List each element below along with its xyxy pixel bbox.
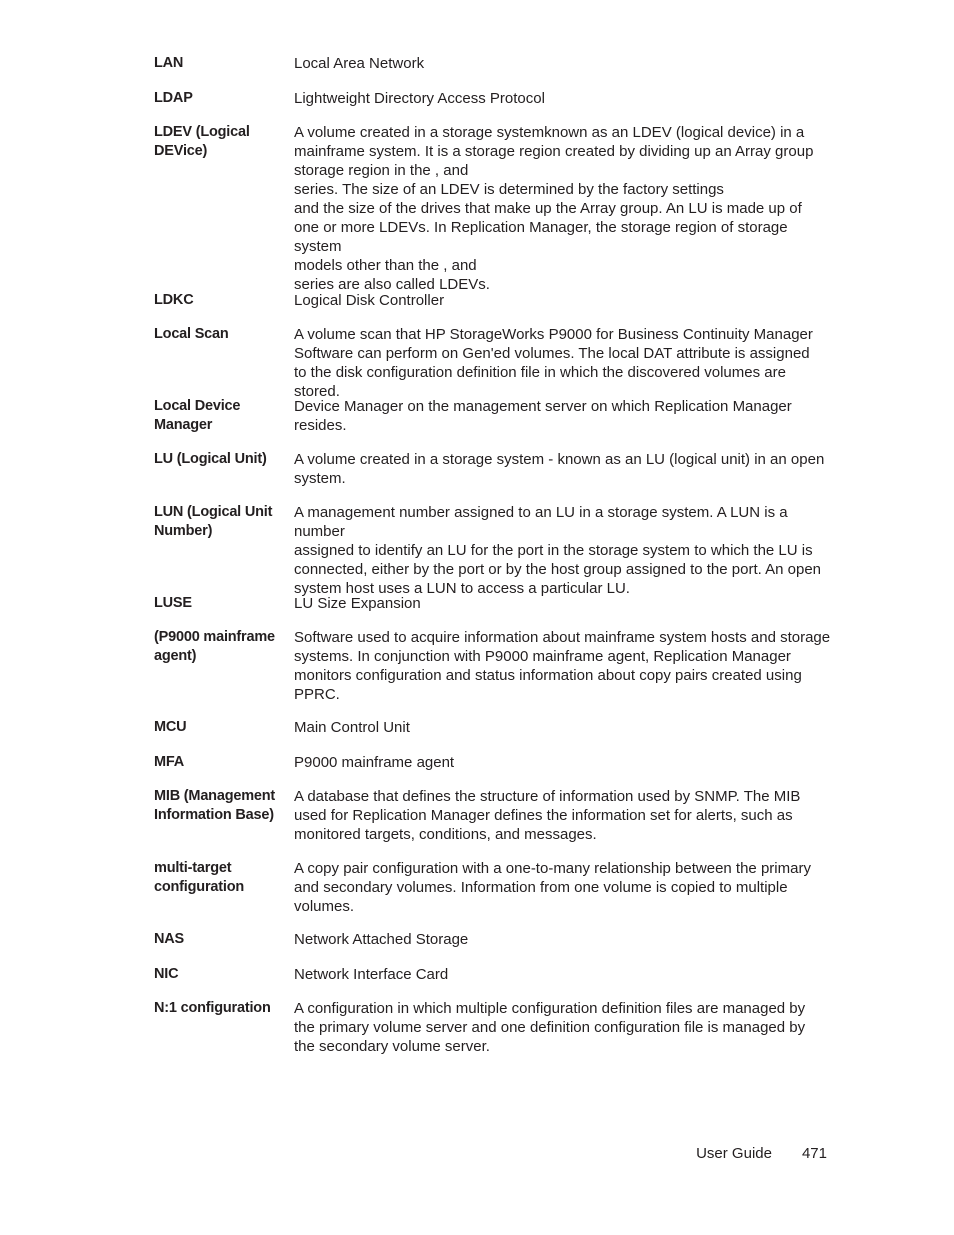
glossary-entry-luse <box>154 594 834 613</box>
glossary-definition: Lightweight Directory Access Protocol <box>294 90 545 107</box>
glossary-definition: LU Size Expansion <box>294 595 421 612</box>
glossary-term: Local Device Manager <box>154 398 241 433</box>
page-number: 471 <box>801 1145 827 1162</box>
glossary-entry-local-scan <box>154 325 834 401</box>
glossary-term: LUSE <box>154 595 192 611</box>
glossary-entry-p9000-mainframe-agent <box>154 628 834 704</box>
glossary-term: LU (Logical Unit) <box>154 451 267 467</box>
glossary-entry-mfa <box>154 753 834 772</box>
glossary-definition: A configuration in which multiple configuration definition files are managed by the primary volume server and one definition configuration file is managed by the secondary volume server. <box>294 1000 806 1055</box>
glossary-entry-mcu <box>154 718 834 737</box>
glossary-definition: Network Attached Storage <box>294 931 469 948</box>
glossary-definition: A volume created in a storage systemknown as an LDEV (logical device) in a mainframe system. It is a storage region created by dividing up an Array group storage region in the , and series. The size of an LDEV is determined by the factory settings and the size of the drives that make up the Array group. An LU is made up of one or more LDEVs. In Replication Manager, the storage region of storage system models other than the , and series are also called LDEVs. <box>294 124 814 293</box>
footer-guide-title: User Guide <box>696 1145 772 1162</box>
glossary-definition: A volume scan that HP StorageWorks P9000 for Business Continuity Manager Software can perform on Gen'ed volumes. The local DAT attribute is assigned to the disk configuration definition file in which the discovered volumes are stored. <box>294 326 813 400</box>
glossary-term: LDKC <box>154 292 194 308</box>
glossary-definition: Main Control Unit <box>294 719 410 736</box>
glossary-entry-multi-target <box>154 859 834 916</box>
glossary-term: MCU <box>154 719 187 735</box>
glossary-entry-nas <box>154 930 834 949</box>
glossary-definition: Software used to acquire information about mainframe system hosts and storage systems. In conjunction with P9000 mainframe agent, Replication Manager monitors configuration and status information about copy pairs created using PPRC. <box>294 629 831 703</box>
glossary-definition: A volume created in a storage system - known as an LU (logical unit) in an open system. <box>294 451 825 487</box>
glossary-entry-nic <box>154 965 834 984</box>
glossary-term: N:1 configuration <box>154 1000 271 1016</box>
glossary-entry-lu <box>154 450 834 488</box>
glossary-entry-ldev <box>154 123 834 294</box>
glossary-definition: A management number assigned to an LU in a storage system. A LUN is a number assigned to identify an LU for the port in the storage system to which the LU is connected, either by the port or by the host group assigned to the port. An open system host uses a LUN to access a particular LU. <box>294 504 822 597</box>
glossary-entry-lan <box>154 54 834 73</box>
glossary-definition: Logical Disk Controller <box>294 292 445 309</box>
glossary-entry-mib <box>154 787 834 844</box>
glossary-entry-n1-configuration <box>154 999 834 1056</box>
glossary-term: MIB (Management Information Base) <box>154 788 276 823</box>
glossary-term: NAS <box>154 931 185 947</box>
glossary-term: multi-target configuration <box>154 860 245 895</box>
glossary-definition: Device Manager on the management server on which Replication Manager resides. <box>294 398 792 434</box>
glossary-term: LDAP <box>154 90 193 106</box>
glossary-entry-ldkc <box>154 291 834 310</box>
glossary-term: MFA <box>154 754 185 770</box>
glossary-definition: A copy pair configuration with a one-to-many relationship between the primary and secondary volumes. Information from one volume is copied to multiple volumes. <box>294 860 811 915</box>
glossary-entry-local-device-manager <box>154 397 834 435</box>
glossary-term: LDEV (Logical DEVice) <box>154 124 250 159</box>
glossary-definition: A database that defines the structure of information used by SNMP. The MIB used for Replication Manager defines the information set for alerts, such as monitored targets, conditions, and messages. <box>294 788 801 843</box>
glossary-definition: Network Interface Card <box>294 966 449 983</box>
glossary-definition: P9000 mainframe agent <box>294 754 455 771</box>
glossary-term: (P9000 mainframe agent) <box>154 629 275 664</box>
glossary-term: Local Scan <box>154 326 229 342</box>
glossary-term: NIC <box>154 966 179 982</box>
glossary-term: LUN (Logical Unit Number) <box>154 504 273 539</box>
page-footer <box>696 1144 827 1163</box>
glossary-definition: Local Area Network <box>294 55 425 72</box>
glossary-entry-lun <box>154 503 834 598</box>
glossary-entry-ldap <box>154 89 834 108</box>
glossary-term: LAN <box>154 55 184 71</box>
